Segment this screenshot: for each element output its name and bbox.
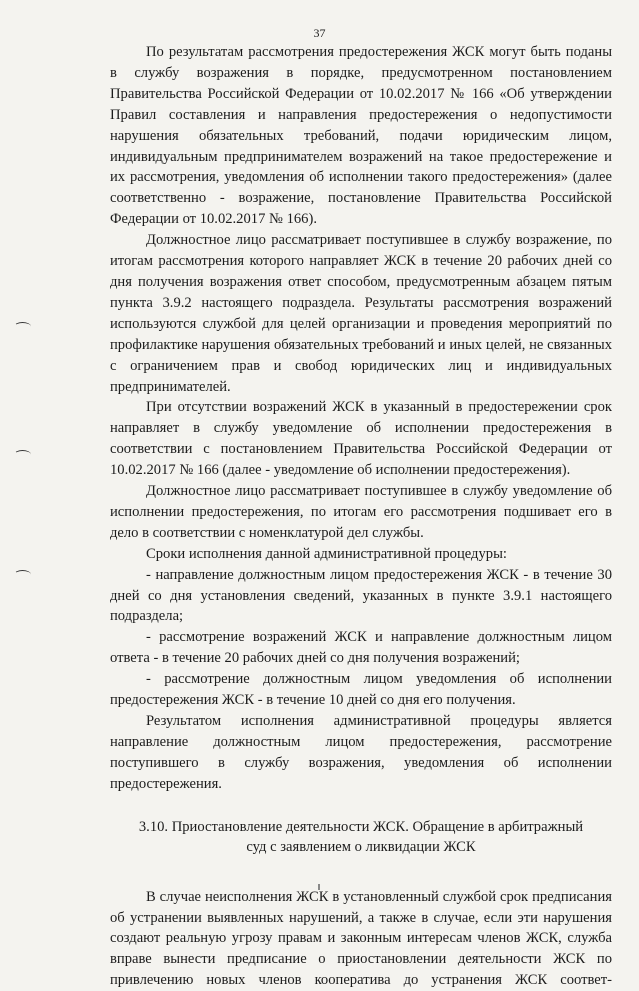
paragraph-result: Результатом исполнения административной процедуры является направление должностным лицом предостережения, рассмотрение поступившего в службу возражения, уведомления об исполнении предостережения. [110, 713, 612, 792]
list-item-deadline-notification: - рассмотрение должностным лицом уведомления об исполнении предостережения ЖСК - в течение 10 дней со дня его получения. [110, 671, 612, 709]
section-heading-line-2: суд с заявлением о ликвидации ЖСК [246, 838, 476, 855]
paragraph-objection-filing: По результатам рассмотрения предостережения ЖСК могут быть поданы в службу возражения в порядке, предусмотренном постановлением Правительства Российской Федерации от 10.02.2017 № 166 «Об утверждении Правил составления и направления предостережения о недопустимости нарушения обязательных требований, подачи юридическим лицом, индивидуальным предпринимателем возражений на такое предостережение и их рассмотрения, уведомления об исполнении такого предостережения» (далее соответственно - возражение, постановление Правительства Российской Федерации от 10.02.2017 № 166). [110, 44, 612, 228]
list-item-deadline-objection: - рассмотрение возражений ЖСК и направление должностным лицом ответа - в течение 20 рабочих дней со дня получения возражений; [110, 629, 612, 667]
paragraph-notification: При отсутствии возражений ЖСК в указанный в предостережении срок направляет в службу уведомление об исполнении предостережения в соответствии с постановлением Правительства Российской Федерации от 10.02.2017 № 166 (далее - уведомление об исполнении предостережения). [110, 399, 612, 479]
margin-hole-mark [14, 570, 31, 579]
margin-hole-mark [14, 322, 31, 331]
section-heading-line-1: 3.10. Приостановление деятельности ЖСК. Обращение в арбитражный [138, 818, 584, 835]
paragraph-deadlines-intro: Сроки исполнения данной административной процедуры: [146, 545, 507, 562]
list-item-deadline-warning: - направление должностным лицом предостережения ЖСК - в течение 30 дней со дня установления сведений, указанных в пункте 3.9.1 настоящего подраздела; [110, 566, 612, 625]
section-heading [110, 817, 612, 857]
paragraph-notification-review: Должностное лицо рассматривает поступившее в службу уведомление об исполнении предостережения, по итогам его рассмотрения подшивает его в дело в соответствии с номенклатурой дел службы. [110, 483, 612, 541]
page-number: 37 [313, 26, 326, 40]
paragraph-suspension: В случае неисполнения ЖСК в установленный службой срок предписания об устранении выявленных нарушений, а также в случае, если эти нарушения создают реальную угрозу правам и законным интересам членов ЖСК, служба вправе вынести предписание о приостановлении деятельности ЖСК по привлечению новых членов кооператива до устранения ЖСК соответ- [110, 888, 612, 989]
margin-hole-mark [14, 450, 31, 459]
document-body [110, 42, 612, 991]
paragraph-objection-review: Должностное лицо рассматривает поступившее в службу возражение, по итогам рассмотрения которого направляет ЖСК в течение 20 рабочих дней со дня получения возражения ответ способом, предусмотренным абзацем пятым пункта 3.9.2 настоящего подраздела. Результаты рассмотрения возражений используются службой для целей организации и проведения мероприятий по профилактике нарушения обязательных требований и иных целей, не связанных с ограничением прав и свобод юридических лиц и индивидуальных предпринимателей. [110, 232, 612, 395]
